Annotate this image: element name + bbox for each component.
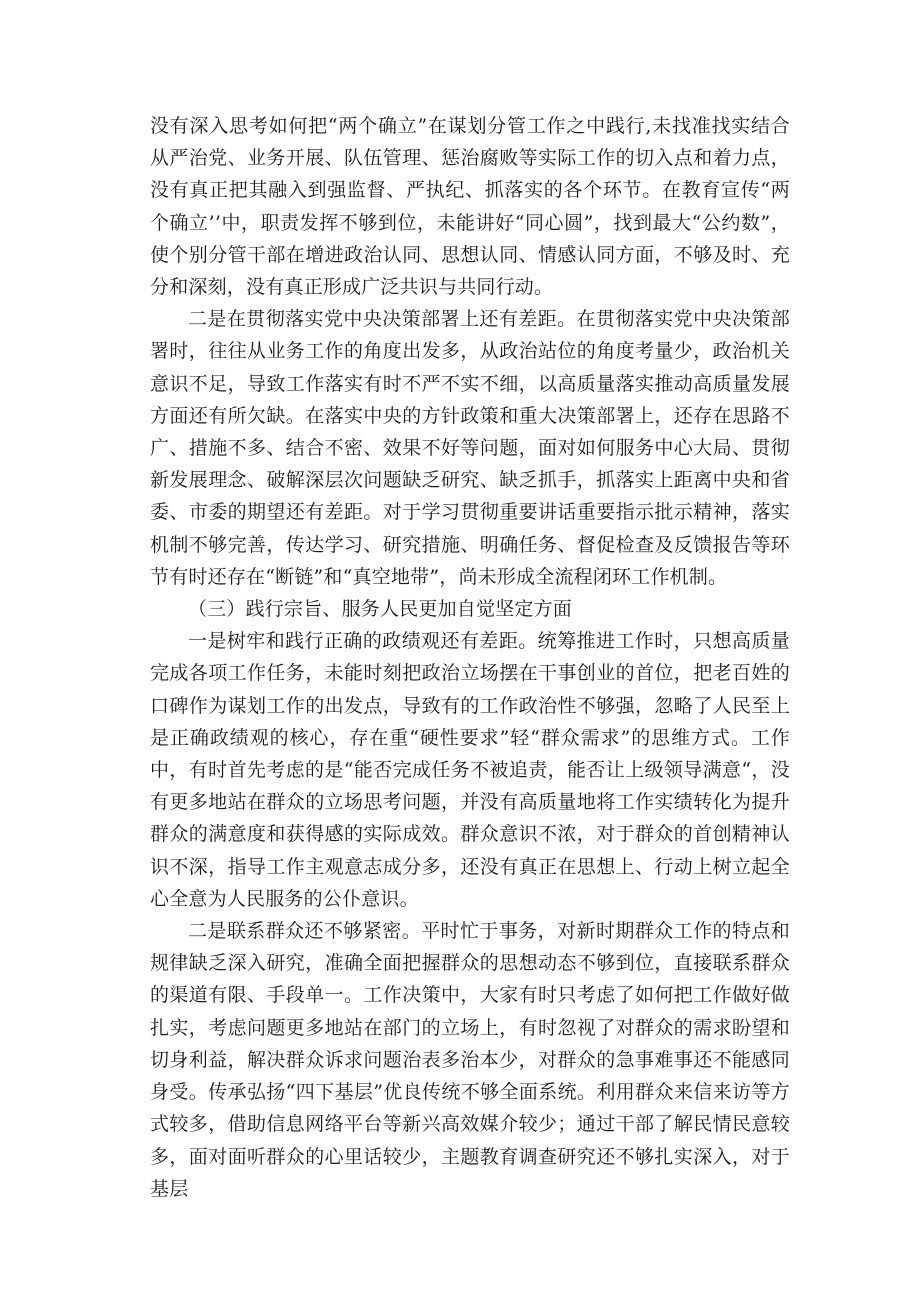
paragraph-continuation: 没有深入思考如何把“两个确立”在谋划分管工作之中践行,未找准找实结合从严治党、业务开展、队伍管理、惩治腐败等实际工作的切入点和着力点，没有真正把其融入到强监督、严执纪、抓落实的各个环节。在教育宣传“两个确立’’中，职责发挥不够到位，未能讲好“同心圆”，找到最大“公约数”，使个别分管干部在增进政治认同、思想认同、情感认同方面，不够及时、充分和深刻，没有真正形成广泛共识与共同行动。 xyxy=(150,115,790,299)
document-body xyxy=(150,110,790,1205)
paragraph-contact-masses: 二是联系群众还不够紧密。平时忙于事务，对新时期群众工作的特点和规律缺乏深入研究，准确全面把握群众的思想动态不够到位，直接联系群众的渠道有限、手段单一。工作决策中，大家有时只考虑了如何把工作做好做扎实，考虑问题更多地站在部门的立场上，有时忽视了对群众的需求盼望和切身利益，解决群众诉求问题治表多治本少，对群众的急事难事还不能感同身受。传承弘扬“四下基层”优良传统不够全面系统。利用群众来信来访等方式较多，借助信息网络平台等新兴高效媒介较少；通过干部了解民情民意较多，面对面听群众的心里话较少，主题教育调查研究还不够扎实深入，对于基层 xyxy=(150,920,790,1200)
section-heading-serve-people: （三）践行宗旨、服务人民更加自觉坚定方面 xyxy=(188,598,573,621)
paragraph-central-decisions: 二是在贯彻落实党中央决策部署上还有差距。在贯彻落实党中央决策部署时，往往从业务工作的角度出发多，从政治站位的角度考量少，政治机关意识不足，导致工作落实有时不严不实不细，以高质量落实推动高质量发展方面还有所欠缺。在落实中央的方针政策和重大决策部署上，还存在思路不广、措施不多、结合不密、效果不好等问题，面对如何服务中心大局、贯彻新发展理念、破解深层次问题缺乏研究、缺乏抓手，抓落实上距离中央和省委、市委的期望还有差距。对于学习贯彻重要讲话重要指示批示精神，落实机制不够完善，传达学习、研究措施、明确任务、督促检查及反馈报告等环节有时还存在“断链”和“真空地带”，尚未形成全流程闭环工作机制。 xyxy=(150,308,790,588)
paragraph-performance-view: 一是树牢和践行正确的政绩观还有差距。统筹推进工作时，只想高质量完成各项工作任务，未能时刻把政治立场摆在干事创业的首位，把老百姓的口碑作为谋划工作的出发点，导致有的工作政治性不够强，忽略了人民至上是正确政绩观的核心，存在重“硬性要求”轻“群众需求”的思维方式。工作中，有时首先考虑的是“能否完成任务不被追责，能否让上级领导满意“，没有更多地站在群众的立场思考问题，并没有高质量地将工作实绩转化为提升群众的满意度和获得感的实际成效。群众意识不浓，对于群众的首创精神认识不深，指导工作主观意志成分多，还没有真正在思想上、行动上树立起全心全意为人民服务的公仆意识。 xyxy=(150,630,790,910)
